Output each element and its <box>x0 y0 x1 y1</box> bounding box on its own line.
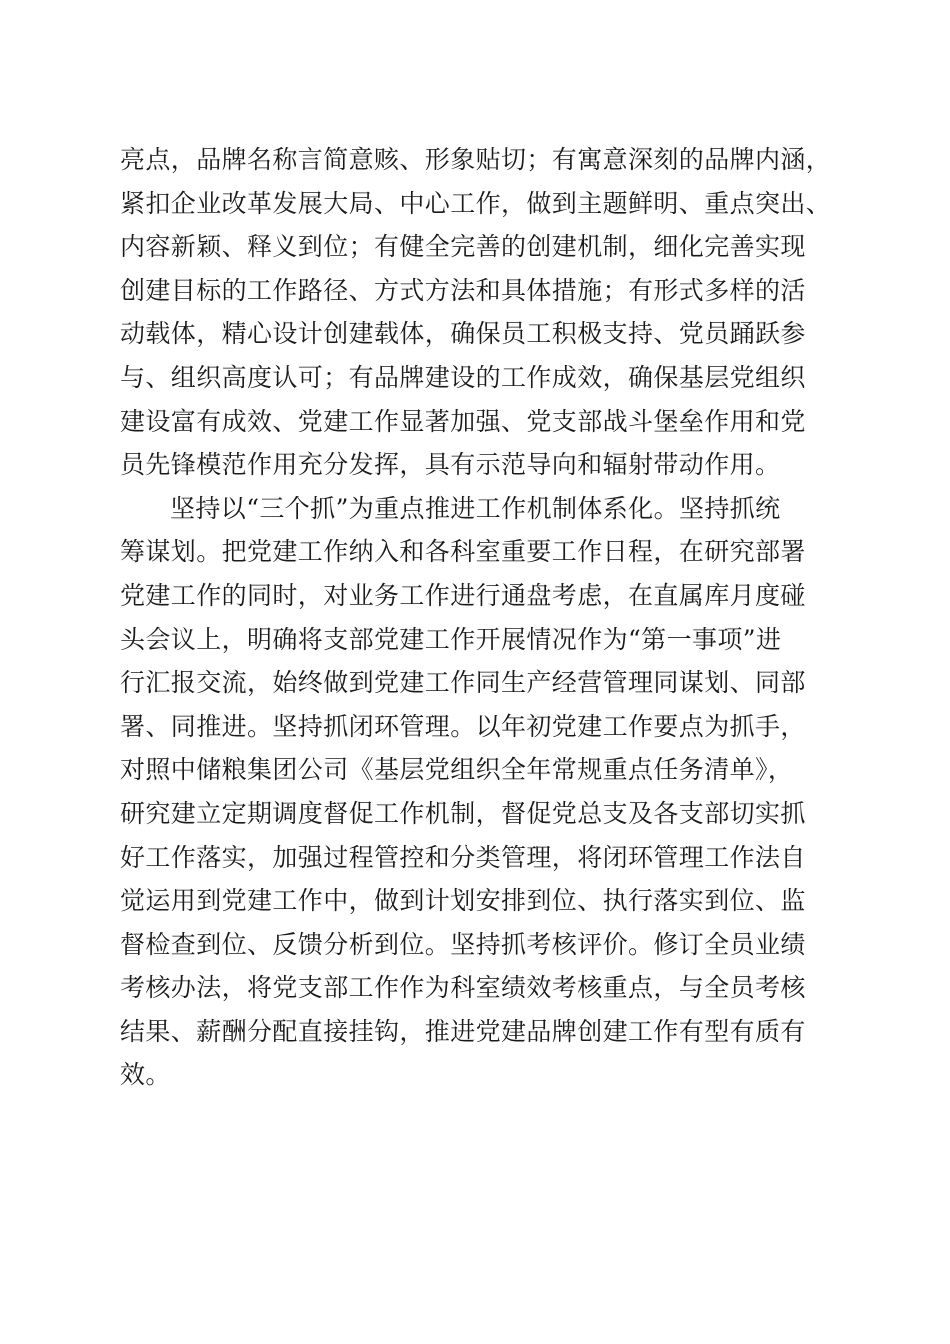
text-line: 署、同推进。坚持抓闭环管理。以年初党建工作要点为抓手， <box>120 711 806 741</box>
text-line: 创建目标的工作路径、方式方法和具体措施；有形式多样的活 <box>120 275 806 305</box>
text-line: 督检查到位、反馈分析到位。坚持抓考核评价。修订全员业绩 <box>120 929 806 959</box>
text-line: 党建工作的同时，对业务工作进行通盘考虑，在直属库月度碰 <box>120 580 806 610</box>
text-line: 员先锋模范作用充分发挥，具有示范导向和辐射带动作用。 <box>120 450 781 480</box>
text-line: 研究建立定期调度督促工作机制，督促党总支及各支部切实抓 <box>120 798 806 828</box>
text-line: 对照中储粮集团公司《基层党组织全年常规重点任务清单》， <box>120 755 794 785</box>
text-line: 觉运用到党建工作中，做到计划安排到位、执行落实到位、监 <box>120 886 806 916</box>
text-line: 考核办法，将党支部工作作为科室绩效考核重点，与全员考核 <box>120 973 806 1003</box>
text-line: 动载体，精心设计创建载体，确保员工积极支持、党员踊跃参 <box>120 319 806 349</box>
text-line: 亮点，品牌名称言简意赅、形象贴切；有寓意深刻的品牌内涵， <box>120 145 832 174</box>
text-line: 结果、薪酬分配直接挂钩，推进党建品牌创建工作有型有质有 <box>120 1016 806 1046</box>
text-line: 内容新颖、释义到位；有健全完善的创建机制，细化完善实现 <box>120 232 806 262</box>
body-text <box>120 138 835 1097</box>
text-line: 头会议上，明确将支部党建工作开展情况作为“第一事项”进 <box>120 624 782 654</box>
text-line: 建设富有成效、党建工作显著加强、党支部战斗堡垒作用和党 <box>120 406 806 436</box>
text-line: 紧扣企业改革发展大局、中心工作，做到主题鲜明、重点突出、 <box>120 188 832 218</box>
text-line: 好工作落实，加强过程管控和分类管理，将闭环管理工作法自 <box>120 842 806 872</box>
text-line: 筹谋划。把党建工作纳入和各科室重要工作日程，在研究部署 <box>120 537 806 567</box>
text-line: 行汇报交流，始终做到党建工作同生产经营管理同谋划、同部 <box>120 668 806 698</box>
text-line: 与、组织高度认可；有品牌建设的工作成效，确保基层党组织 <box>120 362 806 392</box>
paragraph-start-line: 坚持以“三个抓”为重点推进工作机制体系化。坚持抓统 <box>170 493 781 523</box>
text-line: 效。 <box>120 1060 171 1090</box>
